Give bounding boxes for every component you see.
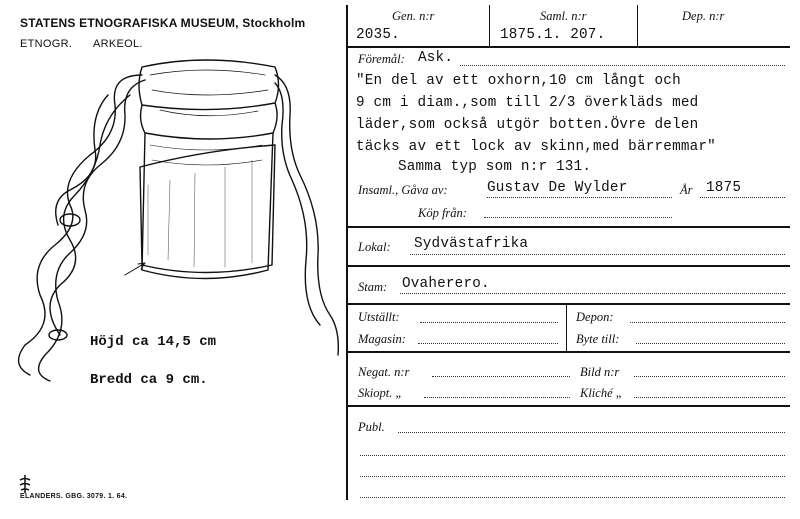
description-line-1: "En del av ett oxhorn,10 cm långt och xyxy=(356,73,681,89)
ar-value: 1875 xyxy=(706,180,742,196)
width-note: Bredd ca 9 cm. xyxy=(90,372,208,388)
insaml-value: Gustav De Wylder xyxy=(487,180,628,196)
insaml-dots xyxy=(487,197,672,198)
publ-dots-2 xyxy=(360,455,785,456)
publ-dots-1 xyxy=(398,432,785,433)
depon-dots xyxy=(630,322,785,323)
height-note: Höjd ca 14,5 cm xyxy=(90,334,217,350)
kliche-label: Kliché „ xyxy=(580,386,623,400)
utstallt-dots xyxy=(420,322,558,323)
stam-dots xyxy=(400,293,785,294)
foremal-value: Ask. xyxy=(418,50,454,66)
utstallt-depon-divider xyxy=(566,303,567,351)
negat-dots xyxy=(432,376,570,377)
gen-saml-divider xyxy=(489,5,490,46)
publ-dots-3 xyxy=(360,476,785,477)
foremal-label: Föremål: xyxy=(358,52,405,66)
saml-dep-divider xyxy=(637,5,638,46)
top-row-rule xyxy=(346,46,790,48)
description-line-2: 9 cm i diam.,som till 2/3 överkläds med xyxy=(356,95,699,111)
kliche-dots xyxy=(634,397,785,398)
dept-arkeol: ARKEOL. xyxy=(92,38,143,50)
bild-dots xyxy=(634,376,785,377)
byte-label: Byte till: xyxy=(576,332,620,346)
printer-imprint: ELANDERS. GBG. 3079. 1. 64. xyxy=(20,493,128,500)
negat-label: Negat. n:r xyxy=(358,365,410,379)
dept-etnogr: ETNOGR. xyxy=(20,38,73,50)
description-line-5: Samma typ som n:r 131. xyxy=(398,159,592,175)
department-line xyxy=(20,38,161,50)
skiopt-dots xyxy=(424,397,570,398)
kliche-rule xyxy=(346,405,790,407)
form-left-border xyxy=(346,5,348,500)
lokal-dots xyxy=(410,254,785,255)
kop-dots xyxy=(484,217,672,218)
magasin-rule xyxy=(346,351,790,353)
description-line-4: täcks av ett lock av skinn,med bärremmar" xyxy=(356,139,716,155)
publ-label: Publ. xyxy=(358,420,385,434)
saml-label: Saml. n:r xyxy=(540,9,587,23)
foremal-dots xyxy=(460,65,785,66)
depon-label: Depon: xyxy=(576,310,614,324)
stam-rule xyxy=(346,303,790,305)
gen-value: 2035. xyxy=(356,27,400,43)
lokal-label: Lokal: xyxy=(358,240,391,254)
gen-label: Gen. n:r xyxy=(392,9,435,23)
description-line-3: läder,som också utgör botten.Övre delen xyxy=(356,117,699,133)
publ-dots-4 xyxy=(360,497,785,498)
lokal-rule xyxy=(346,265,790,267)
kop-label: Köp från: xyxy=(418,206,467,220)
ar-label: År xyxy=(680,183,693,197)
dep-label: Dep. n:r xyxy=(682,9,725,23)
stam-value: Ovaherero. xyxy=(402,276,490,292)
insaml-label: Insaml., Gåva av: xyxy=(358,183,448,197)
museum-header: STATENS ETNOGRAFISKA MUSEUM, Stockholm xyxy=(20,16,306,30)
printer-logo-icon xyxy=(17,474,33,494)
byte-dots xyxy=(636,343,785,344)
magasin-dots xyxy=(418,343,558,344)
stam-label: Stam: xyxy=(358,280,388,294)
saml-value: 1875.1. 207. xyxy=(500,27,606,43)
skiopt-label: Skiopt. „ xyxy=(358,386,403,400)
ar-dots xyxy=(700,197,785,198)
magasin-label: Magasin: xyxy=(358,332,406,346)
bild-label: Bild n:r xyxy=(580,365,620,379)
utstallt-label: Utställt: xyxy=(358,310,400,324)
foremal-rule xyxy=(346,226,790,228)
lokal-value: Sydvästafrika xyxy=(414,236,529,252)
